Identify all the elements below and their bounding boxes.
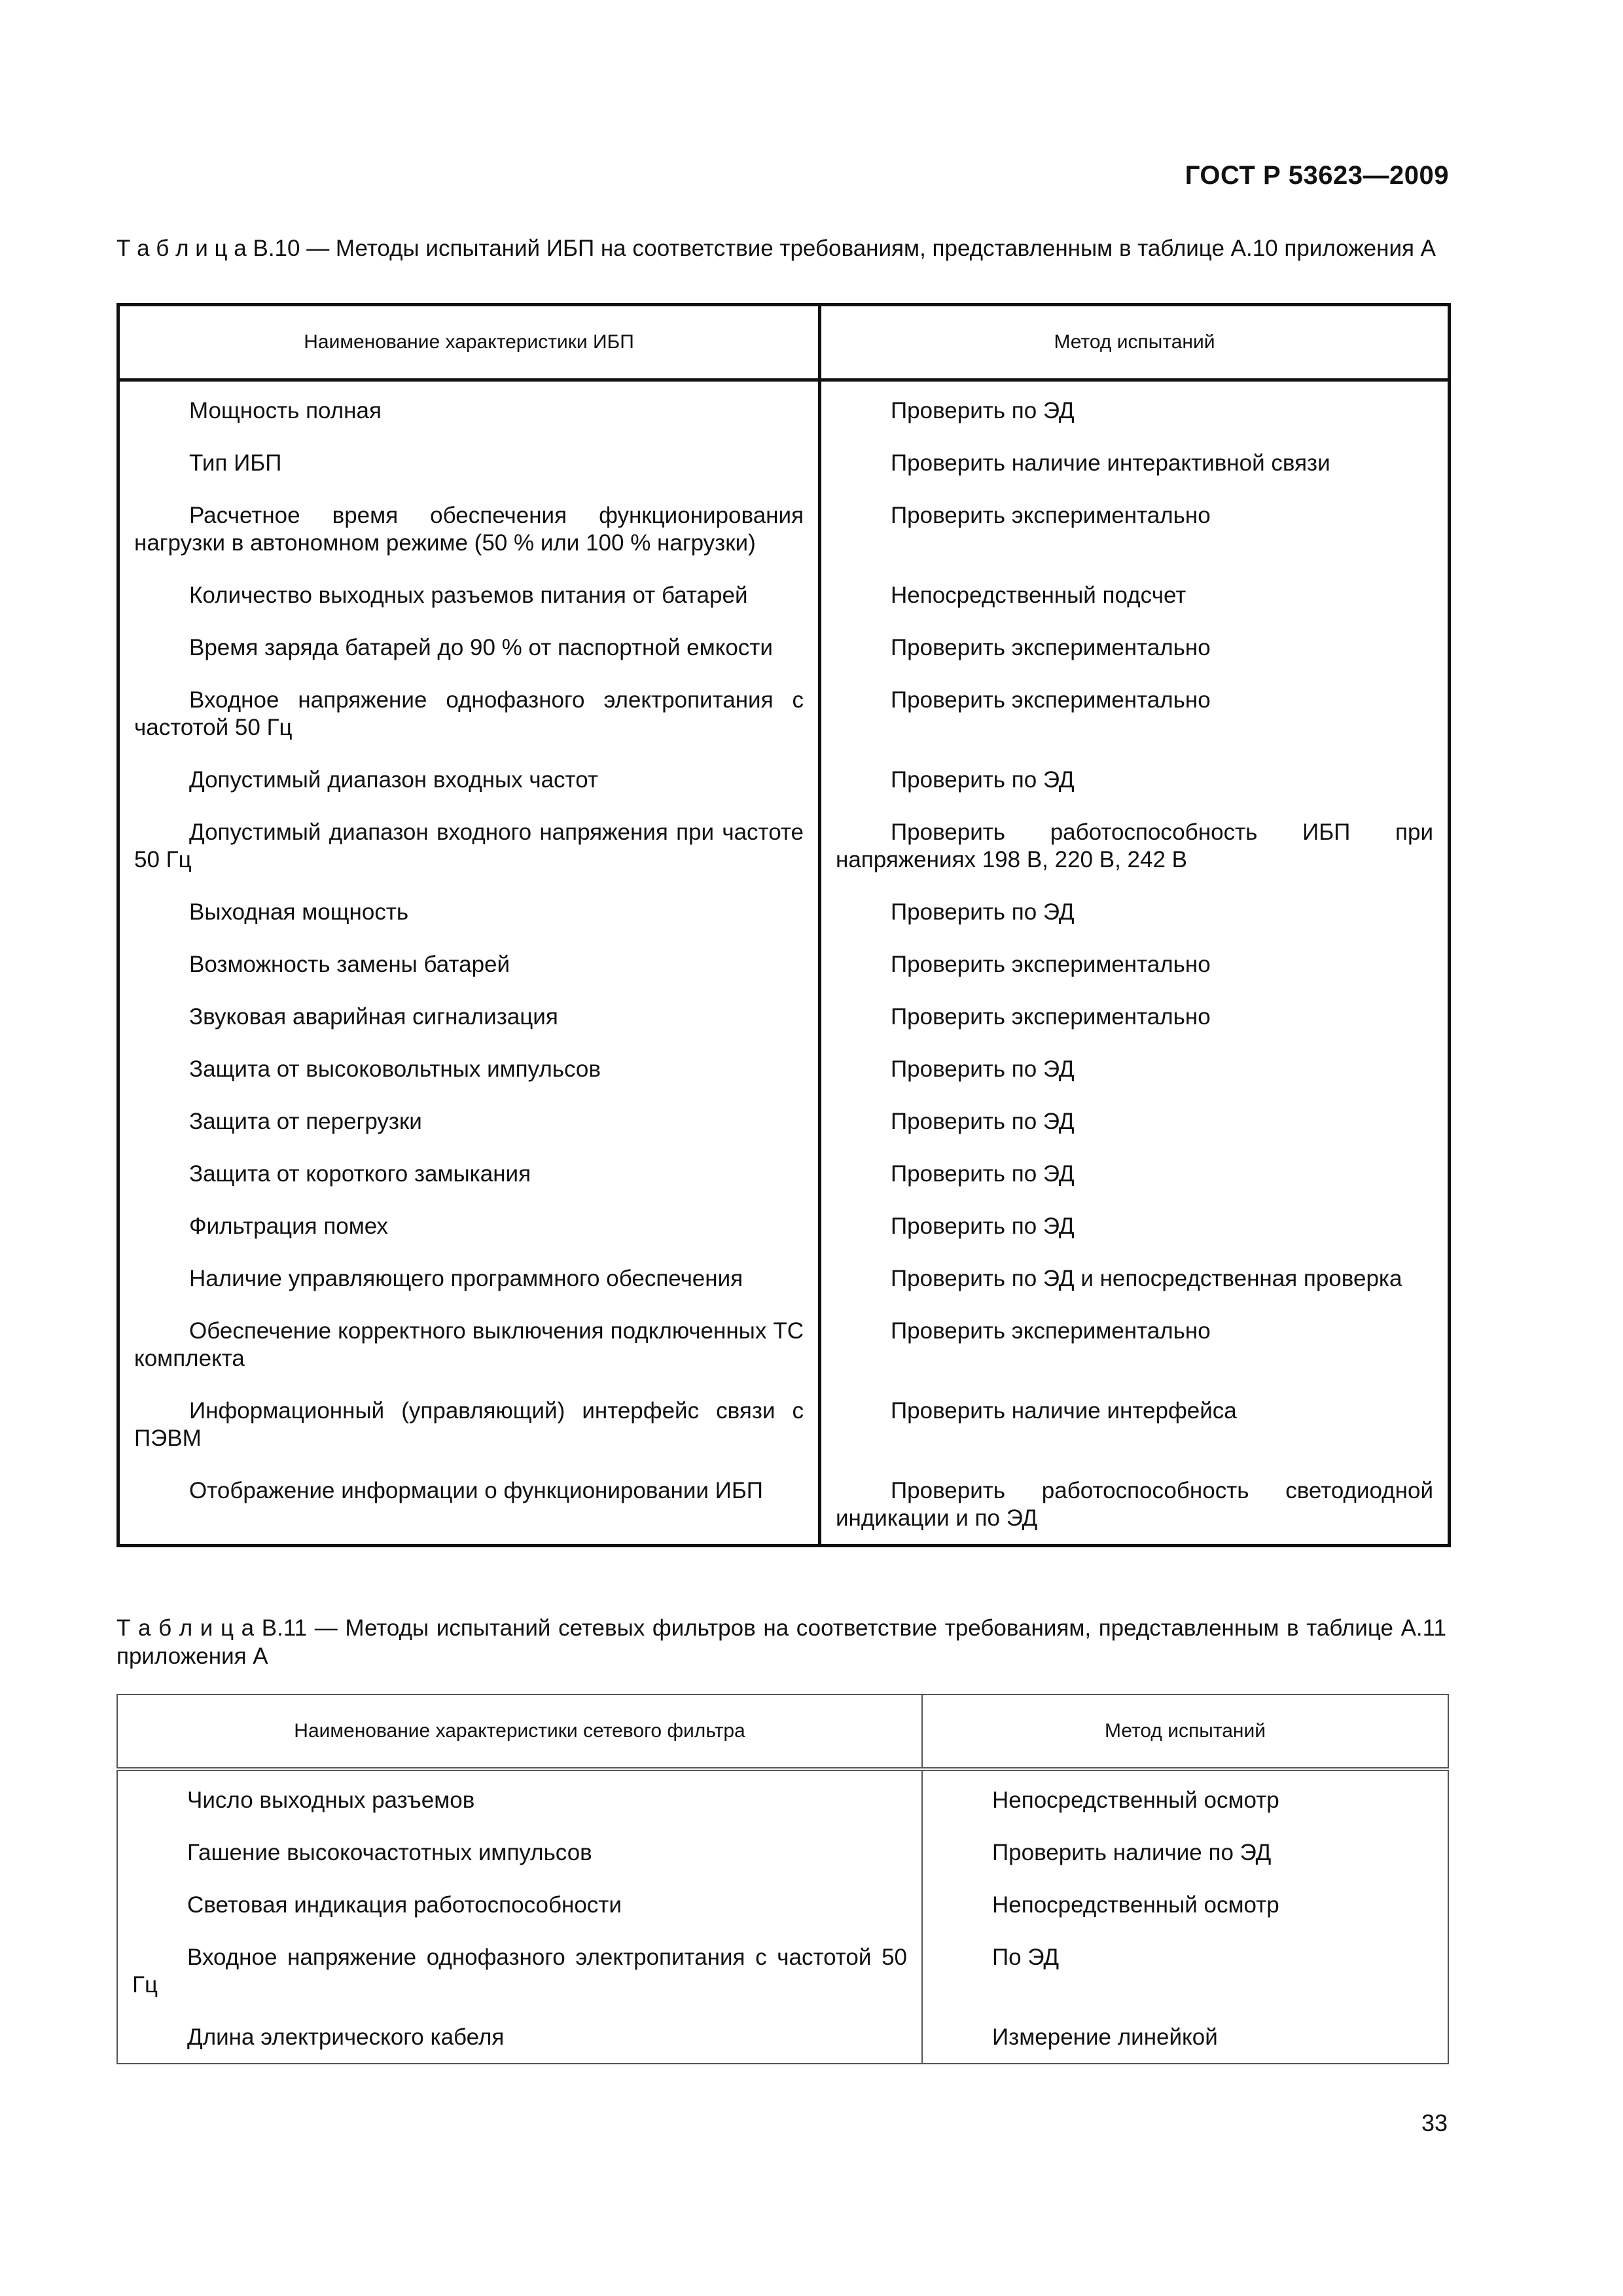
characteristic-cell xyxy=(118,1003,820,1056)
table-b10-col2-header: Метод испытаний xyxy=(820,305,1450,380)
characteristic-cell xyxy=(118,1318,820,1397)
method-cell-text: Проверить работоспособность светодиодной индикации и по ЭД xyxy=(836,1478,1433,1531)
characteristic-cell xyxy=(118,1108,820,1160)
table-row xyxy=(118,450,1450,502)
method-cell xyxy=(820,1160,1450,1213)
method-cell-text: Проверить наличие по ЭД xyxy=(992,1840,1272,1865)
method-cell-text: Проверить наличие интерфейса xyxy=(891,1398,1237,1424)
method-cell xyxy=(922,1769,1448,1839)
characteristic-cell-text: Информационный (управляющий) интерфейс связи с ПЭВМ xyxy=(134,1398,804,1451)
characteristic-cell xyxy=(118,1160,820,1213)
method-cell-text: Проверить наличие интерактивной связи xyxy=(891,450,1330,476)
characteristic-cell xyxy=(117,1769,922,1839)
characteristic-cell-text: Выходная мощность xyxy=(189,899,409,925)
characteristic-cell xyxy=(118,582,820,634)
characteristic-cell-text: Длина электрического кабеля xyxy=(187,2024,505,2050)
method-cell-text: Проверить экспериментально xyxy=(891,503,1211,528)
method-cell xyxy=(820,899,1450,951)
method-cell xyxy=(820,951,1450,1003)
method-cell xyxy=(820,819,1450,899)
table-row xyxy=(117,1769,1448,1839)
method-cell-text: Проверить работоспособность ИБП при напряжениях 198 В, 220 В, 242 В xyxy=(836,819,1433,872)
characteristic-cell-text: Защита от перегрузки xyxy=(189,1109,422,1134)
method-cell-text: Проверить экспериментально xyxy=(891,1004,1211,1030)
table-row xyxy=(118,1003,1450,1056)
method-cell xyxy=(922,1892,1448,1944)
method-cell-text: Измерение линейкой xyxy=(992,2024,1218,2050)
characteristic-cell-text: Наличие управляющего программного обеспечения xyxy=(189,1266,743,1291)
table-row xyxy=(118,1318,1450,1397)
method-cell-text: Проверить экспериментально xyxy=(891,952,1211,977)
table-b10-caption xyxy=(116,234,1446,262)
method-cell-text: По ЭД xyxy=(992,1945,1060,1970)
method-cell-text: Проверить по ЭД xyxy=(891,1213,1075,1239)
characteristic-cell-text: Возможность замены батарей xyxy=(189,952,510,977)
table-b11-caption-prefix: Т а б л и ц а xyxy=(116,1615,255,1641)
characteristic-cell-text: Входное напряжение однофазного электропитания с частотой 50 Гц xyxy=(132,1945,907,1998)
method-cell xyxy=(820,1265,1450,1318)
method-cell xyxy=(820,380,1450,450)
characteristic-cell xyxy=(117,2024,922,2064)
method-cell-text: Проверить по ЭД xyxy=(891,767,1075,793)
characteristic-cell xyxy=(118,502,820,582)
table-header-row xyxy=(117,1695,1448,1769)
method-cell xyxy=(820,1056,1450,1108)
method-cell-text: Проверить экспериментально xyxy=(891,687,1211,713)
characteristic-cell xyxy=(118,380,820,450)
table-row xyxy=(118,1265,1450,1318)
method-cell xyxy=(820,502,1450,582)
method-cell xyxy=(820,582,1450,634)
characteristic-cell-text: Входное напряжение однофазного электропитания с частотой 50 Гц xyxy=(134,687,804,740)
method-cell xyxy=(820,1477,1450,1546)
table-row xyxy=(118,951,1450,1003)
table-row xyxy=(117,1839,1448,1892)
table-b10-caption-prefix: Т а б л и ц а xyxy=(116,236,247,261)
characteristic-cell-text: Гашение высокочастотных импульсов xyxy=(187,1840,592,1865)
characteristic-cell-text: Световая индикация работоспособности xyxy=(187,1892,622,1918)
table-row xyxy=(118,819,1450,899)
table-row xyxy=(118,1108,1450,1160)
characteristic-cell xyxy=(118,687,820,766)
table-row xyxy=(117,1892,1448,1944)
method-cell xyxy=(820,1397,1450,1477)
table-row xyxy=(118,582,1450,634)
table-row xyxy=(117,2024,1448,2064)
table-b10-col1-header: Наименование характеристики ИБП xyxy=(118,305,820,380)
table-row xyxy=(118,1477,1450,1546)
table-row xyxy=(118,687,1450,766)
table-b11-caption-text: В.11 — Методы испытаний сетевых фильтров на соответствие требованиям, представленным в таблице А.11 приложения А xyxy=(116,1615,1446,1669)
table-row xyxy=(118,1397,1450,1477)
characteristic-cell xyxy=(118,951,820,1003)
characteristic-cell xyxy=(118,1056,820,1108)
characteristic-cell xyxy=(118,1477,820,1546)
table-row xyxy=(118,634,1450,687)
characteristic-cell xyxy=(118,1213,820,1265)
table-b11-col1-header: Наименование характеристики сетевого фильтра xyxy=(117,1695,922,1769)
characteristic-cell-text: Защита от высоковольтных импульсов xyxy=(189,1056,601,1082)
table-row xyxy=(118,1056,1450,1108)
table-row xyxy=(118,1160,1450,1213)
characteristic-cell xyxy=(118,1397,820,1477)
method-cell xyxy=(820,766,1450,819)
method-cell xyxy=(820,634,1450,687)
method-cell-text: Проверить по ЭД xyxy=(891,398,1075,423)
characteristic-cell-text: Фильтрация помех xyxy=(189,1213,388,1239)
characteristic-cell-text: Звуковая аварийная сигнализация xyxy=(189,1004,558,1030)
table-b11-col2-header: Метод испытаний xyxy=(922,1695,1448,1769)
table-row xyxy=(118,502,1450,582)
method-cell-text: Проверить по ЭД xyxy=(891,1056,1075,1082)
page-number: 33 xyxy=(1421,2109,1448,2136)
table-b10-caption-text: В.10 — Методы испытаний ИБП на соответствие требованиям, представленным в таблице А.10 приложения А xyxy=(253,236,1436,261)
table-row xyxy=(118,380,1450,450)
method-cell xyxy=(820,450,1450,502)
characteristic-cell-text: Обеспечение корректного выключения подключенных ТС комплекта xyxy=(134,1318,804,1371)
table-b11 xyxy=(116,1694,1449,2064)
method-cell-text: Проверить по ЭД xyxy=(891,899,1075,925)
characteristic-cell xyxy=(117,1839,922,1892)
method-cell xyxy=(820,687,1450,766)
characteristic-cell xyxy=(118,766,820,819)
characteristic-cell xyxy=(117,1944,922,2024)
table-b11-body xyxy=(117,1769,1448,2064)
table-row xyxy=(117,1944,1448,2024)
characteristic-cell-text: Допустимый диапазон входного напряжения при частоте 50 Гц xyxy=(134,819,804,872)
method-cell-text: Проверить по ЭД и непосредственная проверка xyxy=(891,1266,1402,1291)
table-row xyxy=(118,766,1450,819)
table-row xyxy=(118,1213,1450,1265)
characteristic-cell-text: Тип ИБП xyxy=(189,450,282,476)
characteristic-cell-text: Количество выходных разъемов питания от батарей xyxy=(189,583,748,608)
method-cell xyxy=(922,1944,1448,2024)
characteristic-cell xyxy=(118,634,820,687)
characteristic-cell-text: Защита от короткого замыкания xyxy=(189,1161,531,1187)
characteristic-cell-text: Время заряда батарей до 90 % от паспортной емкости xyxy=(189,635,773,660)
table-header-row xyxy=(118,305,1450,380)
method-cell xyxy=(820,1003,1450,1056)
method-cell-text: Непосредственный подсчет xyxy=(891,583,1186,608)
method-cell xyxy=(820,1318,1450,1397)
table-b10 xyxy=(116,303,1451,1547)
method-cell-text: Проверить экспериментально xyxy=(891,635,1211,660)
characteristic-cell-text: Расчетное время обеспечения функционирования нагрузки в автономном режиме (50 % или 100 % нагрузки) xyxy=(134,503,804,556)
method-cell xyxy=(820,1108,1450,1160)
characteristic-cell-text: Число выходных разъемов xyxy=(187,1787,475,1813)
table-row xyxy=(118,899,1450,951)
characteristic-cell xyxy=(117,1892,922,1944)
characteristic-cell xyxy=(118,450,820,502)
method-cell xyxy=(922,2024,1448,2064)
document-code: ГОСТ Р 53623—2009 xyxy=(1185,161,1449,190)
method-cell-text: Непосредственный осмотр xyxy=(992,1787,1279,1813)
method-cell xyxy=(922,1839,1448,1892)
characteristic-cell-text: Отображение информации о функционировании ИБП xyxy=(189,1478,763,1503)
characteristic-cell xyxy=(118,1265,820,1318)
characteristic-cell-text: Мощность полная xyxy=(189,398,382,423)
method-cell-text: Непосредственный осмотр xyxy=(992,1892,1279,1918)
table-b10-body xyxy=(118,380,1450,1546)
characteristic-cell-text: Допустимый диапазон входных частот xyxy=(189,767,598,793)
method-cell xyxy=(820,1213,1450,1265)
method-cell-text: Проверить по ЭД xyxy=(891,1109,1075,1134)
characteristic-cell xyxy=(118,819,820,899)
method-cell-text: Проверить по ЭД xyxy=(891,1161,1075,1187)
method-cell-text: Проверить экспериментально xyxy=(891,1318,1211,1344)
table-b11-caption xyxy=(116,1614,1446,1670)
characteristic-cell xyxy=(118,899,820,951)
